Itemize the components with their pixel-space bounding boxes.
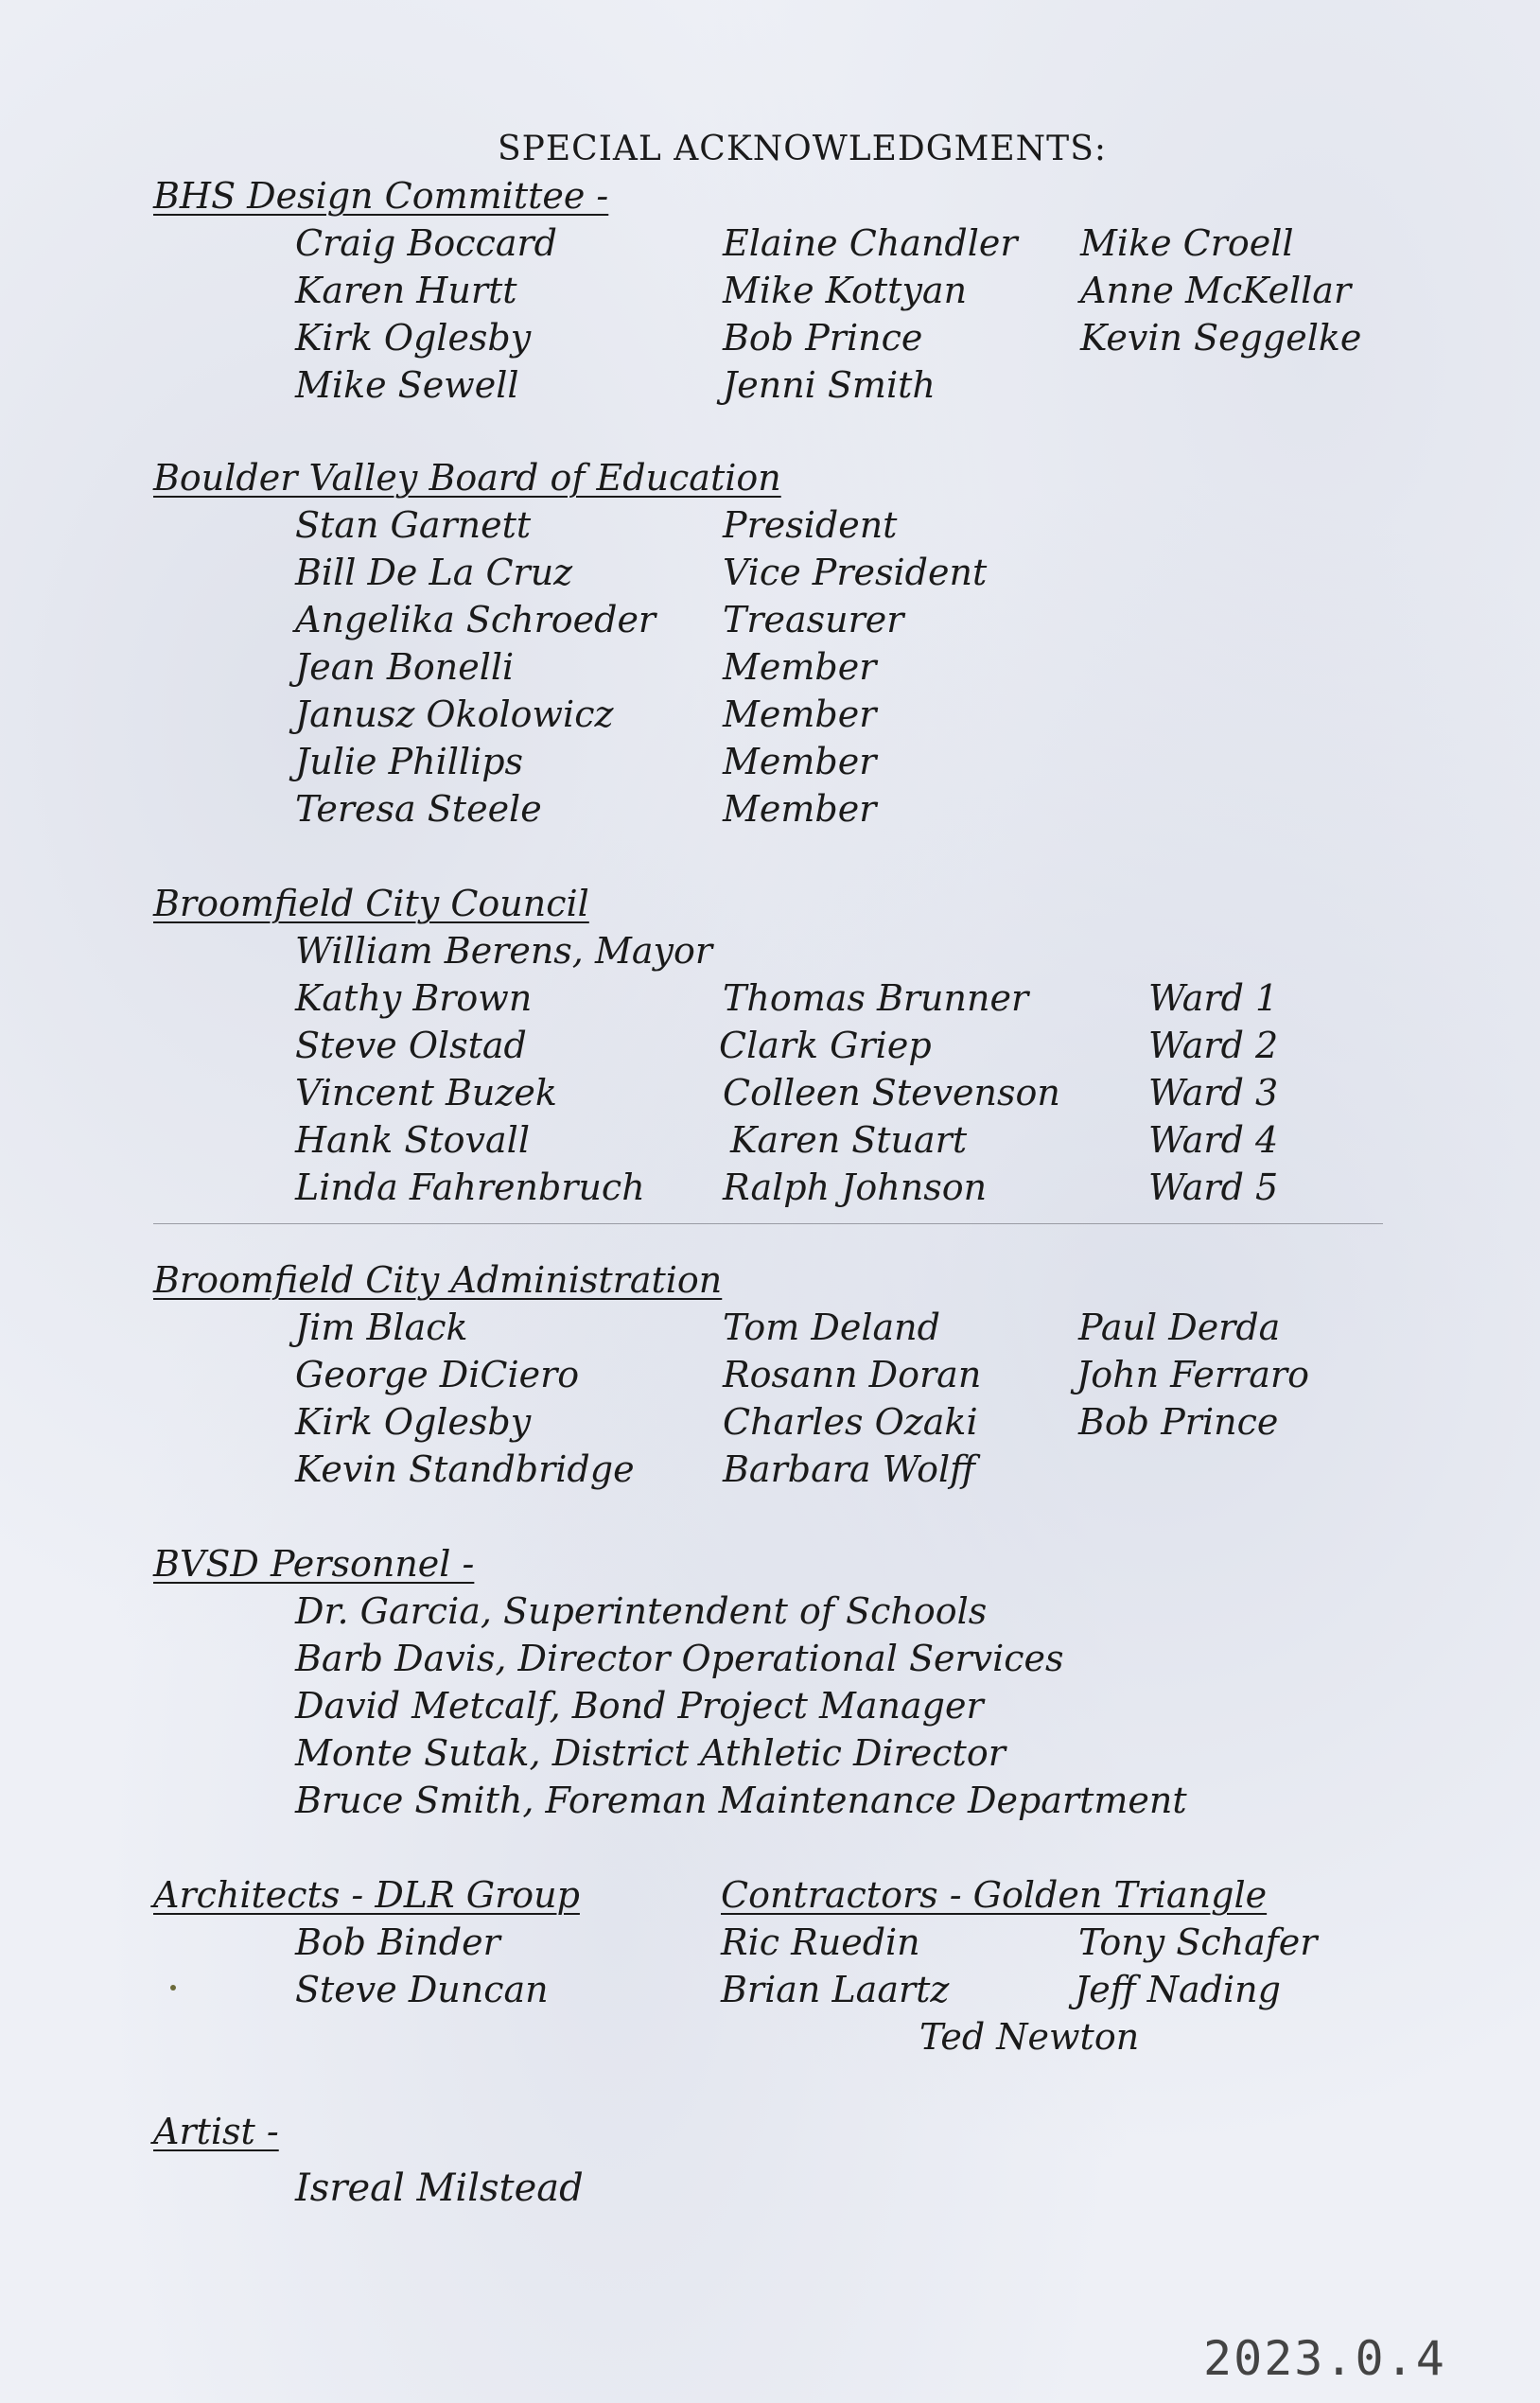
council-member: Linda Fahrenbruch bbox=[295, 1166, 645, 1208]
board-member-name: Jean Bonelli bbox=[295, 646, 515, 688]
administration-member: Kirk Oglesby bbox=[295, 1401, 532, 1443]
council-member: Steve Olstad bbox=[295, 1025, 527, 1066]
board-member-role: Treasurer bbox=[723, 599, 904, 640]
committee-member: Kevin Seggelke bbox=[1080, 317, 1362, 359]
committee-member: Karen Hurtt bbox=[295, 270, 517, 311]
architects-heading: Architects - DLR Group bbox=[153, 1874, 580, 1916]
board-member-role: Member bbox=[723, 741, 877, 782]
committee-member: Jenni Smith bbox=[723, 364, 936, 406]
architect-name: Steve Duncan bbox=[295, 1969, 549, 2010]
bvsd-person: Barb Davis, Director Operational Services bbox=[295, 1638, 1064, 1679]
committee-member: Mike Sewell bbox=[295, 364, 519, 406]
administration-member: Rosann Doran bbox=[723, 1354, 982, 1395]
contractor-name: Brian Laartz bbox=[721, 1969, 950, 2010]
bvsd-person: Dr. Garcia, Superintendent of Schools bbox=[295, 1590, 988, 1632]
committee-member: Elaine Chandler bbox=[723, 222, 1018, 264]
contractors-heading: Contractors - Golden Triangle bbox=[721, 1874, 1268, 1916]
administration-member: Tom Deland bbox=[723, 1307, 940, 1348]
page-title: SPECIAL ACKNOWLEDGMENTS: bbox=[498, 130, 1107, 168]
council-ward: Ward 2 bbox=[1148, 1025, 1279, 1066]
council-ward: Ward 4 bbox=[1148, 1119, 1279, 1161]
council-member: Vincent Buzek bbox=[295, 1072, 557, 1114]
administration-member: Charles Ozaki bbox=[723, 1401, 978, 1443]
contractor-name: Jeff Nading bbox=[1075, 1969, 1281, 2010]
administration-member: Jim Black bbox=[295, 1307, 468, 1348]
board-member-role: Member bbox=[723, 693, 877, 735]
council-ward: Ward 5 bbox=[1148, 1166, 1279, 1208]
council-mayor: William Berens, Mayor bbox=[295, 930, 713, 972]
committee-member: Bob Prince bbox=[723, 317, 923, 359]
bvsd-person: Bruce Smith, Foreman Maintenance Department bbox=[295, 1780, 1187, 1821]
board-member-role: President bbox=[723, 504, 898, 546]
administration-member: Paul Derda bbox=[1078, 1307, 1281, 1348]
ink-speck bbox=[170, 1985, 176, 1991]
administration-member: George DiCiero bbox=[295, 1354, 580, 1395]
contractor-name: Ted Newton bbox=[919, 2016, 1140, 2058]
council-member: Hank Stovall bbox=[295, 1119, 530, 1161]
board-member-name: Angelika Schroeder bbox=[295, 599, 656, 640]
administration-member: Kevin Standbridge bbox=[295, 1448, 635, 1490]
contractor-name: Ric Ruedin bbox=[721, 1921, 920, 1963]
committee-member: Craig Boccard bbox=[295, 222, 557, 264]
catalog-number: 2023.0.4 bbox=[1203, 2331, 1446, 2386]
bvsd-heading: BVSD Personnel - bbox=[153, 1543, 475, 1585]
divider-line bbox=[153, 1223, 1383, 1224]
contractor-name: Tony Schafer bbox=[1078, 1921, 1318, 1963]
committee-member: Anne McKellar bbox=[1080, 270, 1352, 311]
artist-heading: Artist - bbox=[153, 2111, 279, 2152]
committee-member: Mike Kottyan bbox=[723, 270, 968, 311]
bvsd-person: Monte Sutak, District Athletic Director bbox=[295, 1732, 1006, 1774]
council-member: Karen Stuart bbox=[730, 1119, 968, 1161]
administration-member: John Ferraro bbox=[1076, 1354, 1309, 1395]
board-member-role: Vice President bbox=[723, 552, 988, 593]
council-member: Colleen Stevenson bbox=[723, 1072, 1060, 1114]
council-member: Ralph Johnson bbox=[723, 1166, 988, 1208]
board-member-name: Stan Garnett bbox=[295, 504, 532, 546]
bvsd-person: David Metcalf, Bond Project Manager bbox=[295, 1685, 984, 1727]
board-member-role: Member bbox=[723, 646, 877, 688]
artist-name: Isreal Milstead bbox=[295, 2166, 584, 2210]
board-member-role: Member bbox=[723, 788, 877, 830]
council-member: Thomas Brunner bbox=[723, 977, 1029, 1019]
board-member-name: Janusz Okolowicz bbox=[295, 693, 614, 735]
administration-member: Bob Prince bbox=[1078, 1401, 1279, 1443]
board-member-name: Julie Phillips bbox=[295, 741, 524, 782]
design-committee-heading: BHS Design Committee - bbox=[153, 175, 609, 217]
council-ward: Ward 1 bbox=[1148, 977, 1279, 1019]
council-ward: Ward 3 bbox=[1148, 1072, 1279, 1114]
architect-name: Bob Binder bbox=[295, 1921, 500, 1963]
committee-member: Mike Croell bbox=[1080, 222, 1294, 264]
board-member-name: Teresa Steele bbox=[295, 788, 542, 830]
committee-member: Kirk Oglesby bbox=[295, 317, 532, 359]
administration-heading: Broomfield City Administration bbox=[153, 1259, 723, 1301]
council-heading: Broomfield City Council bbox=[153, 883, 589, 924]
administration-member: Barbara Wolff bbox=[723, 1448, 976, 1490]
council-member: Kathy Brown bbox=[295, 977, 533, 1019]
board-member-name: Bill De La Cruz bbox=[295, 552, 573, 593]
board-heading: Boulder Valley Board of Education bbox=[153, 457, 781, 499]
council-member: Clark Griep bbox=[719, 1025, 932, 1066]
